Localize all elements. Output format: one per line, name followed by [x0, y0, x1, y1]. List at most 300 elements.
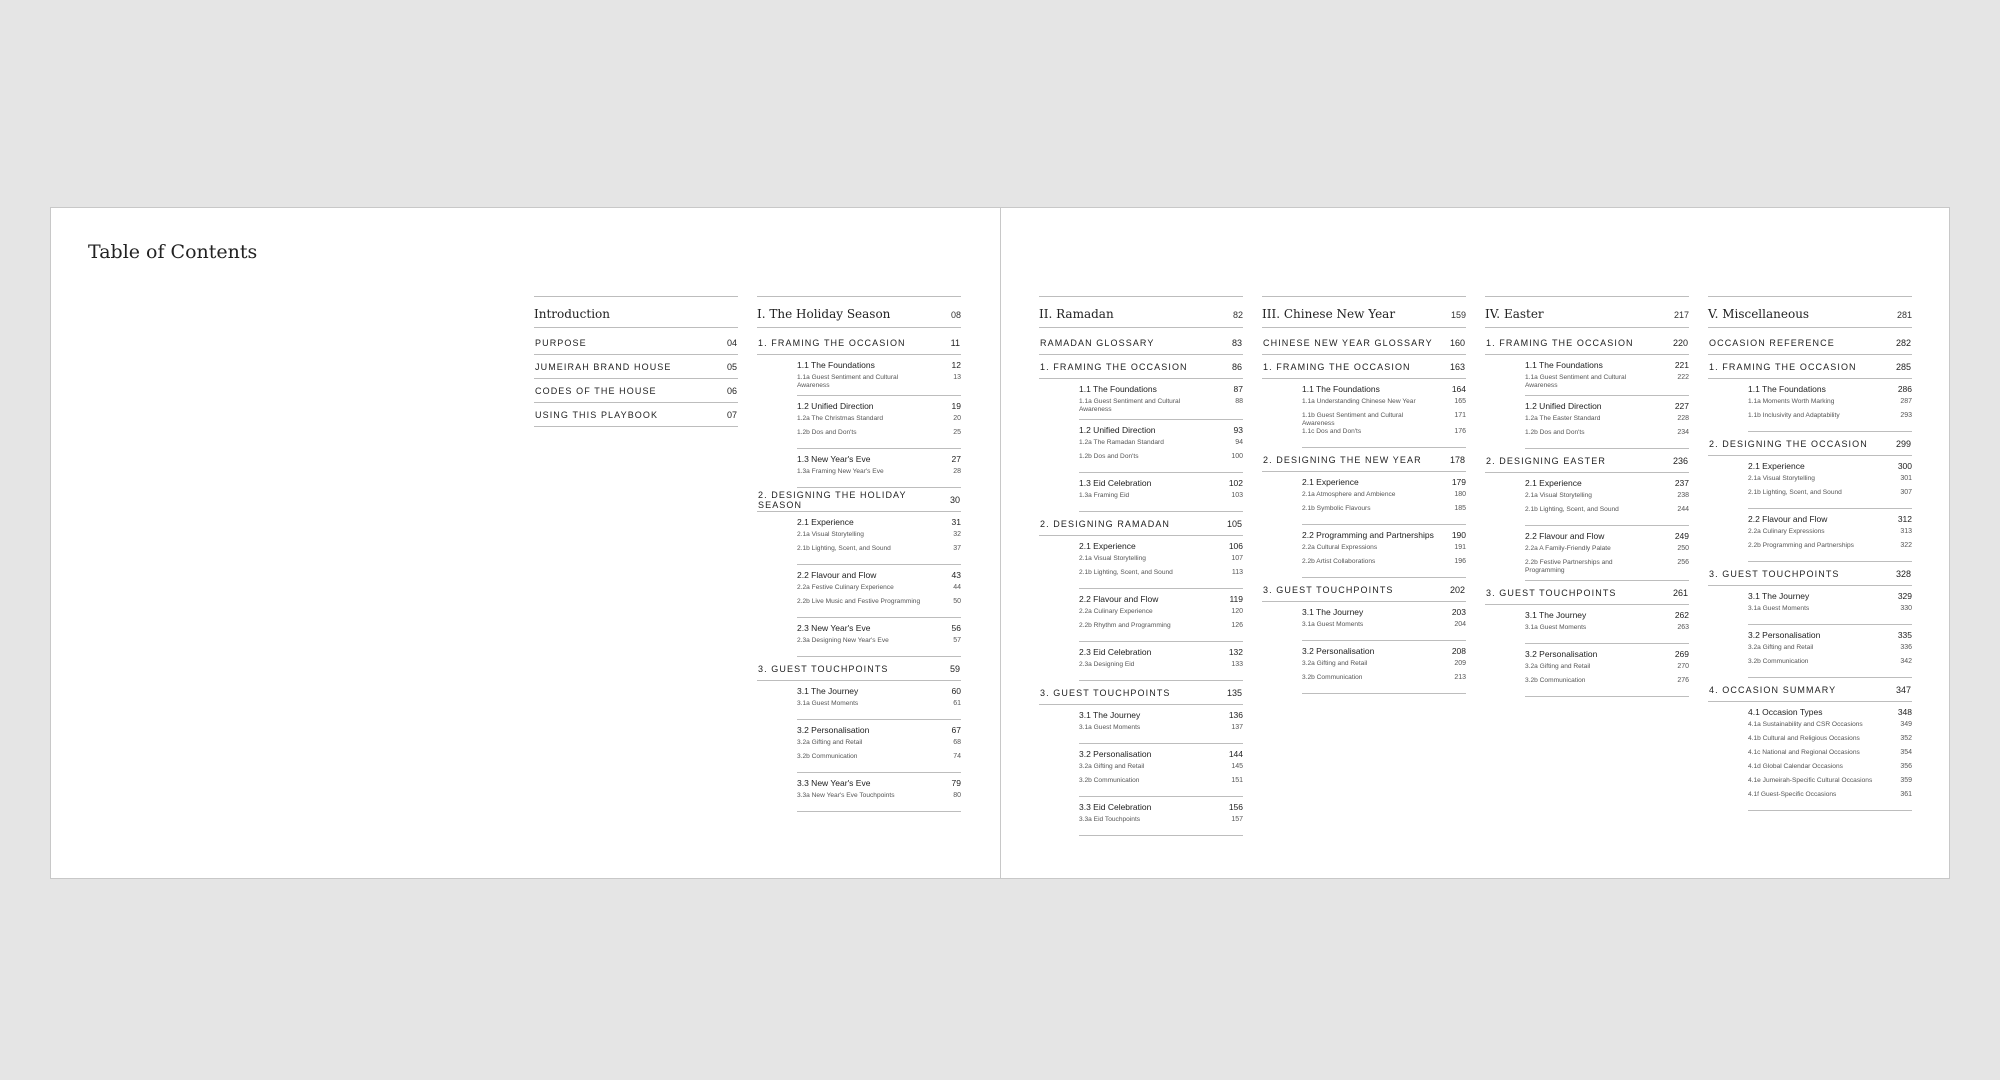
chapter-title: 4. OCCASION SUMMARY [1709, 684, 1837, 695]
chapter-title: 1. FRAMING THE OCCASION [758, 337, 906, 348]
subsection-title: 3.3a Eid Touchpoints [1079, 816, 1141, 823]
chapter-page-number: 30 [949, 494, 960, 505]
part-heading[interactable] [1708, 296, 1912, 328]
toc-column [534, 296, 738, 427]
subsection-entry[interactable] [1079, 816, 1243, 830]
section-title: 1.3 Eid Celebration [1079, 478, 1152, 488]
subsection-entry[interactable] [797, 429, 961, 443]
section-block [1079, 797, 1243, 836]
chapter-entry[interactable] [1262, 331, 1466, 355]
subsection-title: 4.1a Sustainability and CSR Occasions [1748, 721, 1863, 728]
chapter-entry[interactable] [1708, 355, 1912, 379]
section-page-number: 348 [1897, 707, 1912, 717]
section-page-number: 136 [1228, 710, 1243, 720]
subsection-entry[interactable] [1525, 677, 1689, 691]
subsection-entry[interactable] [1748, 489, 1912, 503]
subsection-title: 1.2b Dos and Don'ts [1079, 453, 1139, 460]
section-title: 2.2 Flavour and Flow [1525, 531, 1605, 541]
subsection-page-number: 171 [1454, 412, 1466, 419]
section-block [797, 773, 961, 812]
section-entry[interactable] [1079, 710, 1243, 724]
subsection-page-number: 28 [953, 468, 961, 475]
section-block [1748, 625, 1912, 678]
part-page-number: 217 [1673, 310, 1689, 320]
toc-column [1485, 296, 1689, 697]
chapter-page-number: 299 [1895, 438, 1911, 449]
section-title: 2.2 Flavour and Flow [797, 570, 877, 580]
chapter-entry[interactable] [534, 331, 738, 355]
section-title: 1.1 The Foundations [1079, 384, 1157, 394]
section-block [1748, 702, 1912, 811]
section-entry[interactable] [1525, 649, 1689, 663]
subsection-title: 3.1a Guest Moments [797, 700, 859, 707]
section-entry[interactable] [1525, 610, 1689, 624]
subsection-title: 1.2b Dos and Don'ts [1525, 429, 1585, 436]
subsection-title: 2.2b Programming and Partnerships [1748, 542, 1854, 549]
section-block [797, 396, 961, 449]
chapter-page-number: 05 [726, 361, 737, 372]
section-title: 2.1 Experience [1525, 478, 1582, 488]
subsection-entry[interactable] [797, 468, 961, 482]
section-entry[interactable] [1748, 707, 1912, 721]
subsection-title: 1.2b Dos and Don'ts [797, 429, 857, 436]
section-block [797, 355, 961, 396]
subsection-entry[interactable] [1079, 661, 1243, 675]
subsection-entry[interactable] [1748, 749, 1912, 763]
section-block [1079, 379, 1243, 420]
subsection-page-number: 180 [1454, 491, 1466, 498]
subsection-entry[interactable] [1079, 439, 1243, 453]
section-title: 3.3 New Year's Eve [797, 778, 871, 788]
section-block [1302, 379, 1466, 448]
part-page-number: 82 [1232, 310, 1243, 320]
chapter-entry[interactable] [1262, 448, 1466, 472]
subsection-title: 1.1a Guest Sentiment and Cultural Awareness [1525, 374, 1627, 389]
subsection-title: 4.1b Cultural and Religious Occasions [1748, 735, 1860, 742]
chapter-title: 3. GUEST TOUCHPOINTS [1486, 587, 1617, 598]
section-page-number: 79 [951, 778, 961, 788]
toc-column [1708, 296, 1912, 811]
subsection-title: 1.1a Guest Sentiment and Cultural Awareness [797, 374, 899, 389]
subsection-page-number: 13 [953, 374, 961, 381]
subsection-entry[interactable] [1079, 492, 1243, 506]
section-entry[interactable] [1748, 384, 1912, 398]
subsection-title: 3.1a Guest Moments [1748, 605, 1810, 612]
section-entry[interactable] [1748, 461, 1912, 475]
subsection-title: 1.2a The Christmas Standard [797, 415, 884, 422]
subsection-page-number: 313 [1900, 528, 1912, 535]
subsection-entry[interactable] [797, 598, 961, 612]
section-page-number: 156 [1228, 802, 1243, 812]
subsection-entry[interactable] [797, 739, 961, 753]
chapter-title: PURPOSE [535, 337, 587, 348]
subsection-page-number: 342 [1900, 658, 1912, 665]
chapter-page-number: 347 [1895, 684, 1911, 695]
page-title: Table of Contents [88, 241, 258, 263]
subsection-page-number: 354 [1900, 749, 1912, 756]
chapter-title: CHINESE NEW YEAR GLOSSARY [1263, 337, 1433, 348]
section-entry[interactable] [1079, 541, 1243, 555]
subsection-entry[interactable] [797, 792, 961, 806]
chapter-page-number: 178 [1449, 454, 1465, 465]
subsection-page-number: 322 [1900, 542, 1912, 549]
section-block [1079, 473, 1243, 512]
section-title: 1.1 The Foundations [1302, 384, 1380, 394]
section-entry[interactable] [1079, 749, 1243, 763]
subsection-page-number: 103 [1231, 492, 1243, 499]
section-entry[interactable] [797, 725, 961, 739]
subsection-entry[interactable] [1525, 429, 1689, 443]
subsection-entry[interactable] [797, 415, 961, 429]
subsection-entry[interactable] [1748, 605, 1912, 619]
chapter-title: 3. GUEST TOUCHPOINTS [1263, 584, 1394, 595]
chapter-entry[interactable] [534, 403, 738, 427]
subsection-page-number: 165 [1454, 398, 1466, 405]
section-title: 3.2 Personalisation [1748, 630, 1821, 640]
subsection-title: 2.1b Lighting, Scent, and Sound [797, 545, 891, 552]
subsection-page-number: 250 [1677, 545, 1689, 552]
subsection-entry[interactable] [1079, 777, 1243, 791]
section-page-number: 329 [1897, 591, 1912, 601]
section-entry[interactable] [1079, 478, 1243, 492]
chapter-title: 2. DESIGNING THE NEW YEAR [1263, 454, 1422, 465]
section-page-number: 312 [1897, 514, 1912, 524]
subsection-title: 1.1b Guest Sentiment and Cultural Awareness [1302, 412, 1404, 427]
chapter-entry[interactable] [1708, 432, 1912, 456]
subsection-entry[interactable] [797, 584, 961, 598]
subsection-entry[interactable] [1525, 492, 1689, 506]
subsection-entry[interactable] [797, 531, 961, 545]
chapter-entry[interactable] [534, 355, 738, 379]
section-page-number: 249 [1674, 531, 1689, 541]
chapter-entry[interactable] [1485, 331, 1689, 355]
page-fold-divider [1000, 207, 1001, 879]
subsection-entry[interactable] [1748, 542, 1912, 556]
section-block [1302, 472, 1466, 525]
section-title: 1.2 Unified Direction [1079, 425, 1156, 435]
section-block [1079, 420, 1243, 473]
subsection-page-number: 133 [1231, 661, 1243, 668]
section-title: 3.1 The Journey [797, 686, 859, 696]
chapter-entry[interactable] [1708, 678, 1912, 702]
subsection-entry[interactable] [1079, 555, 1243, 569]
chapter-title: 1. FRAMING THE OCCASION [1263, 361, 1411, 372]
subsection-entry[interactable] [1302, 491, 1466, 505]
subsection-title: 2.1a Visual Storytelling [1525, 492, 1592, 499]
subsection-entry[interactable] [797, 374, 961, 390]
section-page-number: 190 [1451, 530, 1466, 540]
subsection-entry[interactable] [1079, 724, 1243, 738]
section-block [1302, 602, 1466, 641]
section-page-number: 262 [1674, 610, 1689, 620]
part-title: IV. Easter [1485, 307, 1544, 321]
section-title: 2.1 Experience [1748, 461, 1805, 471]
chapter-title: 3. GUEST TOUCHPOINTS [1709, 568, 1840, 579]
subsection-entry[interactable] [1525, 545, 1689, 559]
section-entry[interactable] [797, 623, 961, 637]
chapter-page-number: 261 [1672, 587, 1688, 598]
part-page-number: 08 [950, 310, 961, 320]
subsection-entry[interactable] [1302, 398, 1466, 412]
section-block [1748, 586, 1912, 625]
subsection-page-number: 74 [953, 753, 961, 760]
section-page-number: 119 [1229, 594, 1243, 604]
subsection-entry[interactable] [797, 753, 961, 767]
section-entry[interactable] [1525, 401, 1689, 415]
part-heading[interactable] [1262, 296, 1466, 328]
section-block [1302, 525, 1466, 578]
part-heading[interactable] [757, 296, 961, 328]
section-entry[interactable] [1748, 630, 1912, 644]
section-block [1525, 473, 1689, 526]
section-entry[interactable] [797, 401, 961, 415]
subsection-page-number: 361 [1900, 791, 1912, 798]
subsection-entry[interactable] [1525, 506, 1689, 520]
section-block [797, 720, 961, 773]
subsection-entry[interactable] [1079, 622, 1243, 636]
chapter-title: CODES OF THE HOUSE [535, 385, 657, 396]
subsection-page-number: 293 [1900, 412, 1912, 419]
section-entry[interactable] [797, 686, 961, 700]
section-page-number: 60 [951, 686, 961, 696]
subsection-entry[interactable] [797, 700, 961, 714]
chapter-entry[interactable] [534, 379, 738, 403]
subsection-entry[interactable] [1079, 608, 1243, 622]
subsection-title: 1.2a The Easter Standard [1525, 415, 1601, 422]
chapter-entry[interactable] [1485, 449, 1689, 473]
subsection-title: 2.2a Culinary Experience [1079, 608, 1153, 615]
subsection-title: 3.1a Guest Moments [1525, 624, 1587, 631]
subsection-entry[interactable] [1302, 674, 1466, 688]
toc-column [1262, 296, 1466, 694]
subsection-page-number: 100 [1231, 453, 1243, 460]
section-page-number: 102 [1228, 478, 1243, 488]
subsection-entry[interactable] [797, 545, 961, 559]
subsection-entry[interactable] [1748, 658, 1912, 672]
chapter-entry[interactable] [1262, 355, 1466, 379]
chapter-page-number: 07 [726, 409, 737, 420]
chapter-title: 2. DESIGNING RAMADAN [1040, 518, 1171, 529]
subsection-title: 3.3a New Year's Eve Touchpoints [797, 792, 895, 799]
chapter-entry[interactable] [1708, 331, 1912, 355]
chapter-title: 1. FRAMING THE OCCASION [1486, 337, 1634, 348]
chapter-page-number: 11 [950, 337, 960, 348]
subsection-title: 3.2b Communication [797, 753, 858, 760]
subsection-page-number: 336 [1900, 644, 1912, 651]
part-title: V. Miscellaneous [1708, 307, 1810, 321]
subsection-entry[interactable] [1748, 644, 1912, 658]
section-entry[interactable] [797, 360, 961, 374]
subsection-page-number: 68 [953, 739, 961, 746]
subsection-entry[interactable] [1079, 453, 1243, 467]
section-entry[interactable] [797, 454, 961, 468]
chapter-entry[interactable] [1039, 355, 1243, 379]
subsection-entry[interactable] [1302, 621, 1466, 635]
toc-column [1039, 296, 1243, 836]
section-entry[interactable] [797, 778, 961, 792]
section-block [797, 512, 961, 565]
section-block [1079, 589, 1243, 642]
section-page-number: 164 [1451, 384, 1466, 394]
subsection-page-number: 44 [953, 584, 961, 591]
section-title: 3.2 Personalisation [797, 725, 870, 735]
part-heading[interactable] [1039, 296, 1243, 328]
subsection-title: 3.1a Guest Moments [1302, 621, 1364, 628]
subsection-entry[interactable] [1525, 559, 1689, 575]
subsection-entry[interactable] [1748, 735, 1912, 749]
section-entry[interactable] [797, 517, 961, 531]
subsection-page-number: 349 [1900, 721, 1912, 728]
subsection-entry[interactable] [1525, 624, 1689, 638]
subsection-entry[interactable] [1525, 374, 1689, 390]
subsection-title: 2.1a Visual Storytelling [1079, 555, 1146, 562]
section-entry[interactable] [1079, 647, 1243, 661]
chapter-entry[interactable] [1708, 562, 1912, 586]
chapter-page-number: 86 [1231, 361, 1242, 372]
subsection-page-number: 287 [1900, 398, 1912, 405]
subsection-page-number: 204 [1454, 621, 1466, 628]
section-title: 2.2 Flavour and Flow [1748, 514, 1828, 524]
chapter-entry[interactable] [1039, 512, 1243, 536]
subsection-entry[interactable] [1748, 398, 1912, 412]
subsection-entry[interactable] [1302, 428, 1466, 442]
section-page-number: 87 [1233, 384, 1243, 394]
section-page-number: 144 [1228, 749, 1243, 759]
subsection-title: 3.2a Gifting and Retail [1525, 663, 1591, 670]
chapter-title: OCCASION REFERENCE [1709, 337, 1835, 348]
subsection-entry[interactable] [1748, 475, 1912, 489]
subsection-entry[interactable] [1079, 569, 1243, 583]
chapter-title: 1. FRAMING THE OCCASION [1040, 361, 1188, 372]
subsection-page-number: 185 [1454, 505, 1466, 512]
subsection-entry[interactable] [1525, 415, 1689, 429]
subsection-page-number: 244 [1677, 506, 1689, 513]
subsection-entry[interactable] [1748, 721, 1912, 735]
section-block [1748, 379, 1912, 432]
chapter-entry[interactable] [757, 488, 961, 512]
chapter-entry[interactable] [1039, 331, 1243, 355]
part-title: II. Ramadan [1039, 307, 1114, 321]
subsection-title: 2.2a A Family-Friendly Palate [1525, 545, 1611, 552]
section-entry[interactable] [797, 570, 961, 584]
subsection-title: 3.2a Gifting and Retail [1748, 644, 1814, 651]
section-block [797, 565, 961, 618]
chapter-entry[interactable] [757, 657, 961, 681]
chapter-page-number: 83 [1231, 337, 1242, 348]
part-heading[interactable] [534, 296, 738, 328]
section-entry[interactable] [1302, 607, 1466, 621]
section-page-number: 93 [1233, 425, 1243, 435]
section-entry[interactable] [1079, 594, 1243, 608]
subsection-title: 2.2a Cultural Expressions [1302, 544, 1378, 551]
section-entry[interactable] [1079, 384, 1243, 398]
section-title: 3.2 Personalisation [1079, 749, 1152, 759]
section-entry[interactable] [1525, 478, 1689, 492]
subsection-entry[interactable] [1302, 660, 1466, 674]
section-entry[interactable] [1748, 591, 1912, 605]
section-entry[interactable] [1302, 646, 1466, 660]
subsection-entry[interactable] [1302, 412, 1466, 428]
subsection-entry[interactable] [1748, 791, 1912, 805]
section-entry[interactable] [1748, 514, 1912, 528]
section-entry[interactable] [1525, 531, 1689, 545]
chapter-page-number: 59 [949, 663, 960, 674]
chapter-entry[interactable] [1262, 578, 1466, 602]
subsection-page-number: 191 [1454, 544, 1466, 551]
toc-column [757, 296, 961, 812]
section-block [1079, 705, 1243, 744]
subsection-page-number: 213 [1454, 674, 1466, 681]
section-block [797, 618, 961, 657]
section-entry[interactable] [1079, 425, 1243, 439]
section-page-number: 43 [951, 570, 961, 580]
section-page-number: 237 [1674, 478, 1689, 488]
section-entry[interactable] [1302, 384, 1466, 398]
subsection-title: 1.1a Guest Sentiment and Cultural Awareness [1079, 398, 1181, 413]
subsection-title: 4.1e Jumeirah-Specific Cultural Occasions [1748, 777, 1873, 784]
chapter-entry[interactable] [757, 331, 961, 355]
part-title: Introduction [534, 307, 610, 321]
subsection-entry[interactable] [797, 637, 961, 651]
subsection-page-number: 32 [953, 531, 961, 538]
section-title: 2.1 Experience [1302, 477, 1359, 487]
subsection-entry[interactable] [1079, 398, 1243, 414]
subsection-entry[interactable] [1525, 663, 1689, 677]
subsection-title: 2.3a Designing New Year's Eve [797, 637, 889, 644]
section-page-number: 221 [1674, 360, 1689, 370]
section-title: 2.3 New Year's Eve [797, 623, 871, 633]
section-title: 2.1 Experience [1079, 541, 1136, 551]
section-entry[interactable] [1302, 530, 1466, 544]
part-heading[interactable] [1485, 296, 1689, 328]
section-block [1748, 456, 1912, 509]
subsection-title: 3.2a Gifting and Retail [797, 739, 863, 746]
subsection-entry[interactable] [1302, 544, 1466, 558]
chapter-page-number: 135 [1226, 687, 1242, 698]
section-block [1079, 642, 1243, 681]
section-title: 1.2 Unified Direction [1525, 401, 1602, 411]
section-page-number: 67 [951, 725, 961, 735]
chapter-entry[interactable] [1039, 681, 1243, 705]
part-page-number: 281 [1896, 310, 1912, 320]
subsection-title: 2.1b Symbolic Flavours [1302, 505, 1371, 512]
subsection-page-number: 80 [953, 792, 961, 799]
chapter-page-number: 163 [1449, 361, 1465, 372]
subsection-entry[interactable] [1748, 763, 1912, 777]
subsection-title: 2.1b Lighting, Scent, and Sound [1079, 569, 1173, 576]
subsection-page-number: 94 [1235, 439, 1243, 446]
chapter-title: JUMEIRAH BRAND HOUSE [535, 361, 672, 372]
section-entry[interactable] [1079, 802, 1243, 816]
section-entry[interactable] [1302, 477, 1466, 491]
section-title: 3.2 Personalisation [1302, 646, 1375, 656]
subsection-page-number: 61 [953, 700, 961, 707]
subsection-title: 3.2b Communication [1748, 658, 1809, 665]
subsection-entry[interactable] [1748, 528, 1912, 542]
subsection-title: 1.3a Framing Eid [1079, 492, 1130, 499]
subsection-entry[interactable] [1302, 558, 1466, 572]
subsection-title: 1.1b Inclusivity and Adaptability [1748, 412, 1840, 419]
subsection-entry[interactable] [1748, 412, 1912, 426]
subsection-page-number: 145 [1231, 763, 1243, 770]
subsection-entry[interactable] [1748, 777, 1912, 791]
subsection-entry[interactable] [1079, 763, 1243, 777]
chapter-entry[interactable] [1485, 581, 1689, 605]
subsection-page-number: 126 [1231, 622, 1243, 629]
section-entry[interactable] [1525, 360, 1689, 374]
section-title: 2.2 Programming and Partnerships [1302, 530, 1434, 540]
subsection-entry[interactable] [1302, 505, 1466, 519]
